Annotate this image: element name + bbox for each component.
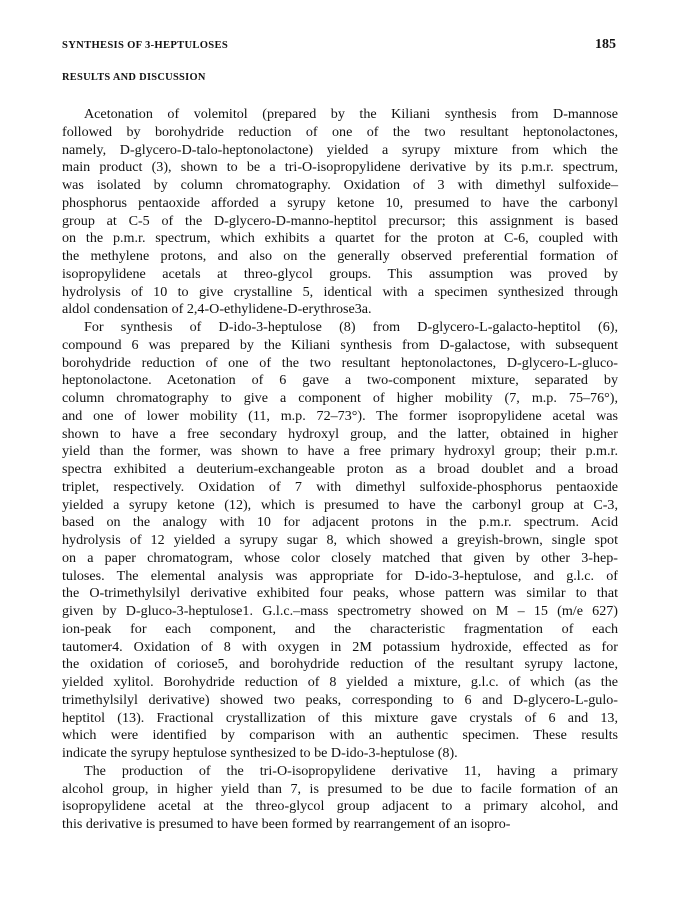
text-line: which were identified by comparison with an authentic specimen. These results bbox=[62, 727, 618, 744]
text-line: yielded a syrupy ketone (12), which is presumed to have the carbonyl group at C-3, bbox=[62, 496, 618, 513]
text-line: triplet, respectively. Oxidation of 7 with dimethyl sulfoxide-phosphorus pentaoxide bbox=[62, 478, 618, 495]
text-line: The production of the tri-O-isopropylidene derivative 11, having a primary bbox=[84, 762, 618, 779]
text-line: main product (3), shown to be a tri-O-isopropylidene derivative by its p.m.r. spectrum, bbox=[62, 159, 618, 176]
text-line: yield than the former, was shown to have a free primary hydroxyl group; their p.m.r. bbox=[62, 443, 618, 460]
text-line: trimethylsilyl derivative) showed two peaks, corresponding to 6 and D-glycero-L-gulo- bbox=[62, 691, 618, 708]
body-text bbox=[62, 106, 618, 834]
text-line: For synthesis of D-ido-3-heptulose (8) from D-glycero-L-galacto-heptitol (6), bbox=[84, 319, 618, 335]
text-line: the oxidation of coriose5, and borohydride reduction of the resultant syrupy lactone, bbox=[62, 656, 618, 673]
section-heading: RESULTS AND DISCUSSION bbox=[62, 72, 206, 83]
text-line: tautomer4. Oxidation of 8 with oxygen in 2M potassium hydroxide, effected as for bbox=[62, 638, 618, 655]
text-line: column chromatography to give a component of higher mobility (7, m.p. 75–76°), bbox=[62, 390, 618, 406]
text-line: alcohol group, in higher yield than 7, is presumed to be due to facile formation of an bbox=[62, 780, 618, 797]
paragraph-3 bbox=[62, 763, 618, 834]
text-line: indicate the syrupy heptulose synthesized to be D-ido-3-heptulose (8). bbox=[62, 745, 458, 761]
text-line: group at C-5 of the D-glycero-D-manno-heptitol precursor; this assignment is based bbox=[62, 212, 618, 229]
text-line: hydrolysis of 12 yielded a syrupy sugar 8, which showed a greyish-brown, single spot bbox=[62, 532, 618, 548]
text-line: compound 6 was prepared by the Kiliani synthesis from D-galactose, with subsequent bbox=[62, 336, 618, 353]
text-line: was isolated by column chromatography. Oxidation of 3 with dimethyl sulfoxide– bbox=[62, 177, 618, 193]
running-title: SYNTHESIS OF 3-HEPTULOSES bbox=[62, 40, 229, 51]
text-line: namely, D-glycero-D-talo-heptonolactone) yielded a syrupy mixture from which the bbox=[62, 141, 618, 158]
text-line: on the p.m.r. spectrum, which exhibits a quartet for the proton at C-6, coupled with bbox=[62, 230, 618, 247]
text-line: heptitol (13). Fractional crystallization of this mixture gave crystals of 6 and 13, bbox=[62, 709, 618, 726]
text-line: ion-peak for each component, and the characteristic fragmentation of each bbox=[62, 620, 618, 637]
page-number: 185 bbox=[595, 37, 616, 52]
text-line: shown to have a free secondary hydroxyl group, and the latter, obtained in higher bbox=[62, 425, 618, 442]
text-line: isopropylidene acetals at threo-glycol groups. This assumption was proved by bbox=[62, 265, 618, 282]
text-line: phosphorus pentaoxide afforded a syrupy ketone 10, presumed to have the carbonyl bbox=[62, 194, 618, 211]
text-line: the O-trimethylsilyl derivative exhibited four peaks, whose pattern was similar to that bbox=[62, 585, 618, 602]
text-line: the methylene protons, and also on the generally observed preferential formation of bbox=[62, 248, 618, 264]
text-line: hydrolysis of 10 to give crystalline 5, identical with a specimen synthesized through bbox=[62, 283, 618, 300]
text-line: and one of lower mobility (11, m.p. 72–73°). The former isopropylidene acetal was bbox=[62, 407, 618, 424]
text-line: isopropylidene acetal at the threo-glycol group adjacent to a primary alcohol, and bbox=[62, 798, 618, 815]
paragraph-2 bbox=[62, 319, 618, 763]
text-line: based on the analogy with 10 for adjacent protons in the p.m.r. spectrum. Acid bbox=[62, 514, 618, 531]
paragraph-1 bbox=[62, 106, 618, 319]
text-line: borohydride reduction of one of the two resultant heptonolactones, D-glycero-L-gluco- bbox=[62, 354, 618, 371]
text-line: spectra exhibited a deuterium-exchangeable proton as a broad doublet and a broad bbox=[62, 461, 618, 477]
text-line: given by D-gluco-3-heptulose1. G.l.c.–mass spectrometry showed on M – 15 (m/e 627) bbox=[62, 603, 618, 619]
text-line: followed by borohydride reduction of one of the two resultant heptonolactones, bbox=[62, 123, 618, 140]
text-line: on a paper chromatogram, whose color closely matched that given by other 3-hep- bbox=[62, 549, 618, 566]
text-line: this derivative is presumed to have been formed by rearrangement of an isopro- bbox=[62, 816, 511, 832]
text-line: tuloses. The elemental analysis was appropriate for D-ido-3-heptulose, and g.l.c. of bbox=[62, 567, 618, 584]
text-line: yielded xylitol. Borohydride reduction of 8 yielded a mixture, g.l.c. of which (as the bbox=[62, 674, 618, 690]
text-line: heptonolactone. Acetonation of 6 gave a two-component mixture, separated by bbox=[62, 372, 618, 389]
text-line: Acetonation of volemitol (prepared by the Kiliani synthesis from D-mannose bbox=[84, 106, 618, 122]
text-line: aldol condensation of 2,4-O-ethylidene-D-erythrose3a. bbox=[62, 301, 372, 318]
